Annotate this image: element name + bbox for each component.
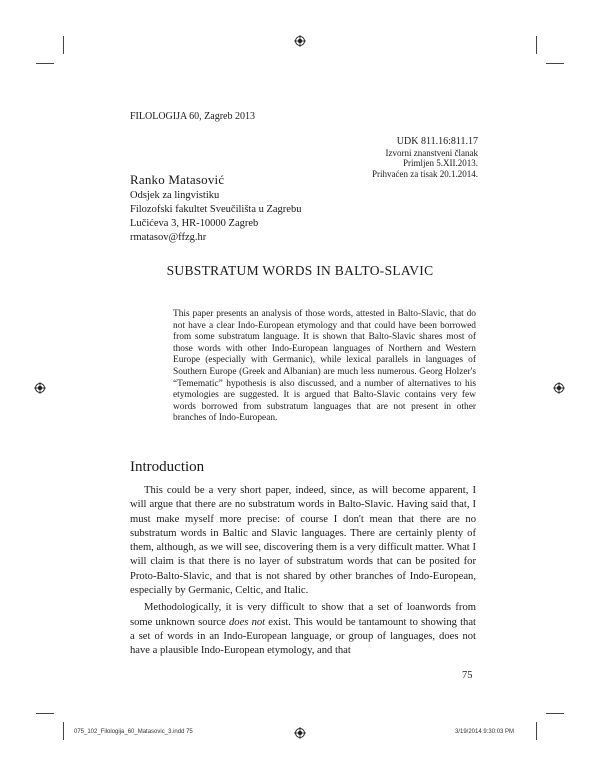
print-footer-timestamp: 3/19/2014 9:30:03 PM xyxy=(455,729,515,735)
crop-mark xyxy=(63,722,64,740)
emphasis: does not xyxy=(228,616,266,628)
author-department: Odsjek za lingvistiku xyxy=(130,190,220,201)
paragraph-segment: exist. This would be tantamount to showing that a set of words in an Indo-European language, or group of languages, does not have a plausible Indo-European etymology, and that xyxy=(130,616,477,657)
author-name: Ranko Matasović xyxy=(130,172,225,187)
registration-mark-icon xyxy=(294,727,306,739)
author-affiliation xyxy=(130,189,301,245)
crop-mark xyxy=(546,63,564,64)
registration-mark-icon xyxy=(294,35,306,47)
author-email: rmatasov@ffzg.hr xyxy=(130,232,207,243)
crop-mark xyxy=(36,63,54,64)
registration-mark-icon xyxy=(34,382,46,394)
page-number: 75 xyxy=(462,670,473,681)
udk-code: UDK 811.16:811.17 xyxy=(396,136,478,147)
crop-mark xyxy=(536,36,537,54)
crop-mark xyxy=(536,722,537,740)
print-footer-file: 075_102_Filologija_60_Matasovic_3.indd 75 xyxy=(74,729,193,735)
article-type: Izvorni znanstveni članak xyxy=(385,147,478,158)
crop-mark xyxy=(36,713,54,714)
author-faculty: Filozofski fakultet Sveučilišta u Zagrebu xyxy=(130,204,302,215)
article-title: SUBSTRATUM WORDS IN BALTO-SLAVIC xyxy=(166,263,434,278)
paragraph-segment: Methodologically, it is very difficult to show that a set of loanwords from some unknown source xyxy=(130,602,476,628)
paragraph xyxy=(130,601,476,658)
crop-mark xyxy=(63,36,64,54)
author-address: Lučićeva 3, HR-10000 Zagreb xyxy=(130,218,259,229)
registration-mark-icon xyxy=(553,382,565,394)
abstract: This paper presents an analysis of those words, attested in Balto-Slavic, that do not have a clear Indo-European etymology and that could have been borrowed from some substratum language. It is shown that Balto-Slavic shares most of those words with other Indo-European languages of Northern and Western Europe (especially with Germanic), while lexical parallels in languages of Southern Europe (Greek and Albanian) are much less numerous. Georg Holzer's “Temematic” hypothesis is also discussed, and a number of alternatives to his etymologies are suggested. It is argued that Balto-Slavic contains very few words borrowed from substratum languages that are not present in other branches of Indo-European. xyxy=(173,309,476,424)
classification-block xyxy=(372,137,478,179)
body-text xyxy=(130,484,476,662)
journal-header: FILOLOGIJA 60, Zagreb 2013 xyxy=(130,111,255,122)
received-date: Primljen 5.XII.2013. xyxy=(403,158,478,168)
paragraph: This could be a very short paper, indeed, since, as will become apparent, I will argue that there are no substratum words in Balto-Slavic. Having said that, I must make myself more precise: of course I don't mean that there are no substratum words in Baltic and Slavic languages. There are certainly plenty of them, although, as we will see, discovering them is a very difficult matter. What I will claim is that there is no layer of substratum words that can be posited for Proto-Balto-Slavic, and that is not shared by other branches of Indo-European, especially by Germanic, Celtic, and Italic. xyxy=(130,485,476,597)
accepted-date: Prihvaćen za tisak 20.1.2014. xyxy=(372,168,478,179)
crop-mark xyxy=(546,713,564,714)
section-heading: Introduction xyxy=(130,459,205,475)
